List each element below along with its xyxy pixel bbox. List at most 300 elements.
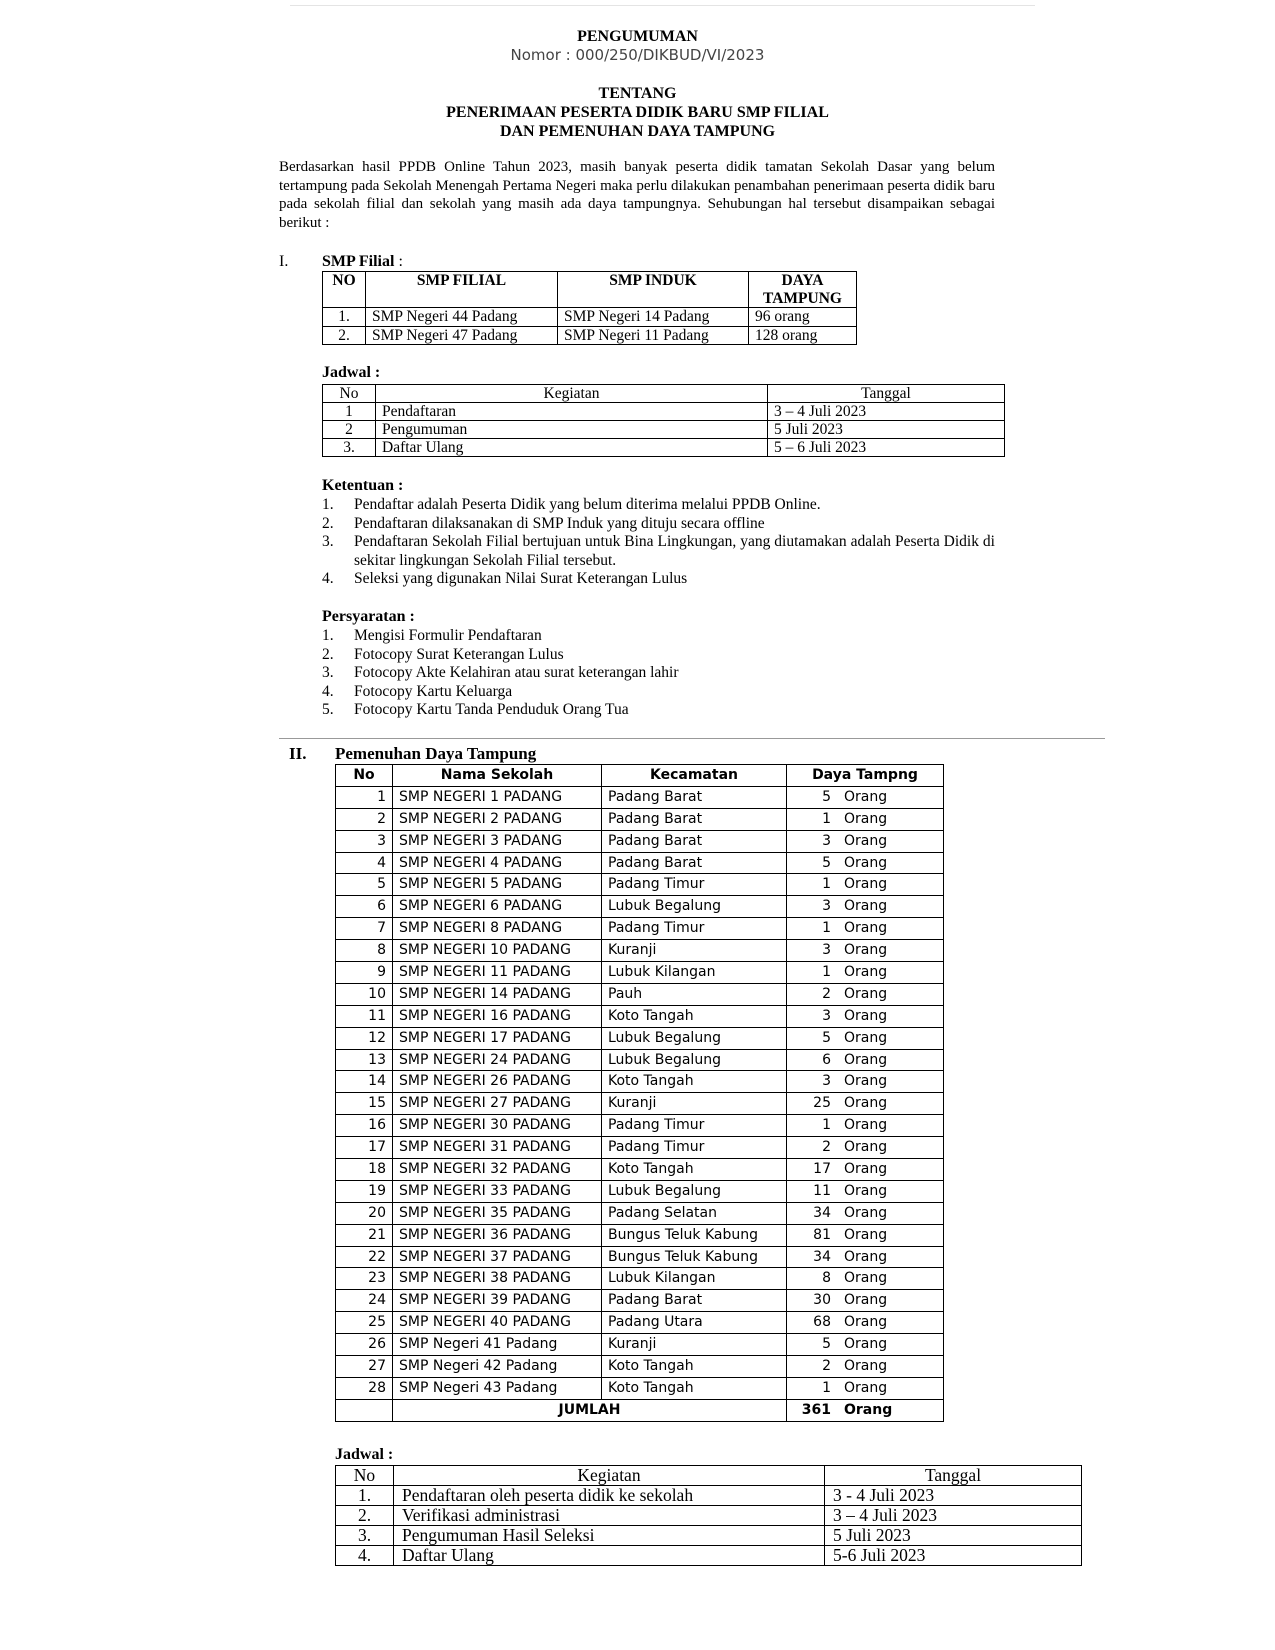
table-row — [336, 830, 944, 852]
capacity-unit: Orang — [844, 1226, 888, 1243]
capacity-unit: Orang — [844, 1139, 888, 1156]
district: Padang Utara — [602, 1312, 787, 1334]
school-name: SMP NEGERI 40 PADANG — [393, 1312, 602, 1334]
table-cell: Verifikasi administrasi — [394, 1506, 825, 1526]
table-cell: 3. — [323, 439, 376, 457]
table-row — [336, 1356, 944, 1378]
capacity-value: 30 — [813, 1292, 831, 1309]
table-row — [336, 808, 944, 830]
district: Koto Tangah — [602, 1377, 787, 1399]
school-name: SMP NEGERI 11 PADANG — [393, 962, 602, 984]
table-row — [336, 1334, 944, 1356]
list-item — [322, 701, 995, 720]
row-number: 12 — [336, 1027, 393, 1049]
item-text: Pendaftaran dilaksanakan di SMP Induk yang dituju secara offline — [354, 514, 765, 532]
total-value: 361 — [801, 1401, 831, 1418]
row-number: 13 — [336, 1049, 393, 1071]
table-total-row — [336, 1399, 944, 1421]
table-row — [336, 1137, 944, 1159]
capacity-unit: Orang — [844, 1007, 888, 1024]
col-header-line: DAYA — [781, 272, 824, 289]
school-name: SMP NEGERI 32 PADANG — [393, 1159, 602, 1181]
district: Padang Barat — [602, 830, 787, 852]
capacity-value: 34 — [813, 1204, 831, 1221]
table-cell: 96 orang — [749, 308, 857, 327]
table-row — [336, 1202, 944, 1224]
capacity-value: 1 — [822, 1117, 831, 1134]
district: Padang Timur — [602, 1137, 787, 1159]
capacity-value: 1 — [822, 1379, 831, 1396]
capacity-value: 2 — [822, 1139, 831, 1156]
table-row — [336, 1268, 944, 1290]
capacity-value: 1 — [822, 964, 831, 981]
school-name: SMP NEGERI 37 PADANG — [393, 1246, 602, 1268]
capacity-cell — [787, 940, 944, 962]
ketentuan-title: Ketentuan : — [322, 477, 404, 494]
capacity-unit: Orang — [844, 1358, 888, 1375]
capacity-unit: Orang — [844, 854, 888, 871]
table-cell — [336, 1399, 393, 1421]
item-text: Mengisi Formulir Pendaftaran — [354, 627, 542, 644]
table-cell: 2. — [323, 326, 366, 345]
district: Padang Barat — [602, 786, 787, 808]
row-number: 15 — [336, 1093, 393, 1115]
school-name: SMP NEGERI 16 PADANG — [393, 1005, 602, 1027]
table-cell: 3 – 4 Juli 2023 — [768, 403, 1005, 421]
school-name: SMP NEGERI 33 PADANG — [393, 1180, 602, 1202]
capacity-unit: Orang — [844, 1161, 888, 1178]
capacity-unit: Orang — [844, 1051, 888, 1068]
row-number: 10 — [336, 983, 393, 1005]
capacity-value: 81 — [813, 1226, 831, 1243]
col-header: SMP FILIAL — [366, 272, 558, 308]
table-row — [336, 786, 944, 808]
capacity-cell — [787, 1159, 944, 1181]
capacity-unit: Orang — [844, 1379, 888, 1396]
school-name: SMP NEGERI 17 PADANG — [393, 1027, 602, 1049]
table-row — [323, 403, 1005, 421]
district: Lubuk Begalung — [602, 1180, 787, 1202]
district: Kuranji — [602, 940, 787, 962]
school-name: SMP NEGERI 5 PADANG — [393, 874, 602, 896]
table-cell: Pendaftaran oleh peserta didik ke sekolah — [394, 1486, 825, 1506]
school-name: SMP NEGERI 6 PADANG — [393, 896, 602, 918]
col-header-line: TAMPUNG — [763, 289, 842, 307]
district: Kuranji — [602, 1093, 787, 1115]
table-row — [336, 1246, 944, 1268]
capacity-unit: Orang — [844, 788, 888, 805]
table-cell: SMP Negeri 11 Padang — [558, 326, 749, 345]
school-name: SMP NEGERI 39 PADANG — [393, 1290, 602, 1312]
capacity-unit: Orang — [844, 1248, 888, 1265]
item-number: 5. — [322, 701, 334, 719]
col-header: Kegiatan — [394, 1466, 825, 1486]
capacity-cell — [787, 1093, 944, 1115]
col-header: Daya Tampng — [787, 765, 944, 787]
item-text: Pendaftaran Sekolah Filial bertujuan untuk Bina Lingkungan, yang diutamakan adalah Peserta Didik di sekitar lingkungan Sekolah Filial tersebut. — [354, 533, 995, 569]
district: Koto Tangah — [602, 1159, 787, 1181]
jadwal-2-title: Jadwal : — [335, 1446, 394, 1463]
list-item — [322, 570, 995, 589]
capacity-value: 2 — [822, 1358, 831, 1375]
col-header: Nama Sekolah — [393, 765, 602, 787]
item-number: 4. — [322, 682, 334, 700]
capacity-value: 11 — [813, 1182, 831, 1199]
district: Padang Timur — [602, 918, 787, 940]
school-name: SMP NEGERI 2 PADANG — [393, 808, 602, 830]
capacity-cell — [787, 1005, 944, 1027]
capacity-cell — [787, 1334, 944, 1356]
col-header — [749, 272, 857, 308]
row-number: 16 — [336, 1115, 393, 1137]
capacity-value: 5 — [822, 1029, 831, 1046]
table-row — [336, 852, 944, 874]
capacity-value: 8 — [822, 1270, 831, 1287]
capacity-cell — [787, 1224, 944, 1246]
capacity-cell — [787, 962, 944, 984]
jadwal-2-table — [335, 1465, 1082, 1566]
row-number: 24 — [336, 1290, 393, 1312]
capacity-cell — [787, 896, 944, 918]
list-item — [322, 646, 995, 665]
col-header: No — [336, 765, 393, 787]
section-1-number: I. — [279, 253, 289, 270]
school-name: SMP NEGERI 4 PADANG — [393, 852, 602, 874]
capacity-value: 17 — [813, 1161, 831, 1178]
persyaratan-title: Persyaratan : — [322, 608, 415, 625]
item-number: 2. — [322, 645, 334, 663]
row-number: 7 — [336, 918, 393, 940]
row-number: 5 — [336, 874, 393, 896]
row-number: 11 — [336, 1005, 393, 1027]
table-header-row — [336, 1466, 1082, 1486]
capacity-unit: Orang — [844, 942, 888, 959]
item-number: 2. — [322, 514, 334, 532]
list-item — [322, 664, 995, 683]
capacity-unit: Orang — [844, 898, 888, 915]
table-cell: 1. — [323, 308, 366, 327]
district: Padang Timur — [602, 1115, 787, 1137]
school-name: SMP NEGERI 3 PADANG — [393, 830, 602, 852]
capacity-value: 6 — [822, 1051, 831, 1068]
capacity-cell — [787, 808, 944, 830]
table-header-row — [336, 765, 944, 787]
table-cell: SMP Negeri 14 Padang — [558, 308, 749, 327]
district: Koto Tangah — [602, 1071, 787, 1093]
capacity-value: 3 — [822, 832, 831, 849]
capacity-cell — [787, 1071, 944, 1093]
district: Lubuk Begalung — [602, 896, 787, 918]
table-row — [336, 1290, 944, 1312]
table-row — [336, 962, 944, 984]
jadwal-1-table — [322, 384, 1005, 457]
table-cell: 3 - 4 Juli 2023 — [825, 1486, 1082, 1506]
list-item — [322, 533, 995, 570]
jadwal-1-title: Jadwal : — [322, 364, 381, 381]
table-row — [336, 1115, 944, 1137]
list-item — [322, 496, 995, 515]
school-name: SMP NEGERI 8 PADANG — [393, 918, 602, 940]
capacity-cell — [787, 1202, 944, 1224]
capacity-table — [335, 764, 944, 1422]
table-row — [336, 1526, 1082, 1546]
table-row — [336, 1049, 944, 1071]
capacity-cell — [787, 852, 944, 874]
capacity-value: 3 — [822, 1073, 831, 1090]
item-text: Pendaftar adalah Peserta Didik yang belum diterima melalui PPDB Online. — [354, 496, 821, 513]
capacity-cell — [787, 1049, 944, 1071]
district: Koto Tangah — [602, 1356, 787, 1378]
row-number: 18 — [336, 1159, 393, 1181]
filial-table — [322, 271, 857, 345]
table-row — [323, 308, 857, 327]
capacity-cell — [787, 874, 944, 896]
district: Lubuk Kilangan — [602, 1268, 787, 1290]
capacity-unit: Orang — [844, 810, 888, 827]
table-cell: SMP Negeri 47 Padang — [366, 326, 558, 345]
total-unit: Orang — [844, 1401, 893, 1418]
capacity-unit: Orang — [844, 1292, 888, 1309]
persyaratan-list — [322, 627, 995, 720]
top-rule — [290, 5, 1035, 6]
section-divider — [279, 738, 1105, 739]
table-cell: SMP Negeri 44 Padang — [366, 308, 558, 327]
school-name: SMP Negeri 42 Padang — [393, 1356, 602, 1378]
col-header: No — [336, 1466, 394, 1486]
district: Padang Timur — [602, 874, 787, 896]
capacity-unit: Orang — [844, 985, 888, 1002]
capacity-value: 2 — [822, 985, 831, 1002]
table-cell: 3. — [336, 1526, 394, 1546]
school-name: SMP NEGERI 26 PADANG — [393, 1071, 602, 1093]
section-2-number: II. — [289, 744, 307, 763]
capacity-unit: Orang — [844, 1314, 888, 1331]
table-row — [336, 1093, 944, 1115]
table-row — [336, 1546, 1082, 1566]
row-number: 21 — [336, 1224, 393, 1246]
capacity-unit: Orang — [844, 1117, 888, 1134]
table-row — [336, 1005, 944, 1027]
table-row — [336, 1180, 944, 1202]
school-name: SMP NEGERI 35 PADANG — [393, 1202, 602, 1224]
capacity-cell — [787, 1377, 944, 1399]
capacity-cell — [787, 1180, 944, 1202]
col-header: No — [323, 385, 376, 403]
item-number: 1. — [322, 627, 334, 644]
table-cell: Daftar Ulang — [376, 439, 768, 457]
table-row — [336, 874, 944, 896]
col-header: Tanggal — [768, 385, 1005, 403]
school-name: SMP Negeri 41 Padang — [393, 1334, 602, 1356]
capacity-cell — [787, 918, 944, 940]
capacity-unit: Orang — [844, 1270, 888, 1287]
capacity-value: 5 — [822, 854, 831, 871]
item-text: Fotocopy Surat Keterangan Lulus — [354, 645, 564, 663]
school-name: SMP NEGERI 10 PADANG — [393, 940, 602, 962]
table-row — [336, 1027, 944, 1049]
table-cell: 3 – 4 Juli 2023 — [825, 1506, 1082, 1526]
capacity-value: 34 — [813, 1248, 831, 1265]
section-1-title: SMP Filial — [322, 253, 395, 270]
district: Lubuk Begalung — [602, 1049, 787, 1071]
row-number: 22 — [336, 1246, 393, 1268]
subject-label: TENTANG — [598, 85, 677, 102]
row-number: 2 — [336, 808, 393, 830]
capacity-cell — [787, 1312, 944, 1334]
capacity-unit: Orang — [844, 1095, 888, 1112]
school-name: SMP NEGERI 31 PADANG — [393, 1137, 602, 1159]
capacity-cell — [787, 1027, 944, 1049]
table-header-row — [323, 272, 857, 308]
table-cell: Pengumuman Hasil Seleksi — [394, 1526, 825, 1546]
list-item — [322, 627, 995, 646]
section-1-colon: : — [394, 253, 403, 270]
row-number: 20 — [336, 1202, 393, 1224]
row-number: 17 — [336, 1137, 393, 1159]
school-name: SMP NEGERI 1 PADANG — [393, 786, 602, 808]
district: Padang Barat — [602, 852, 787, 874]
capacity-value: 68 — [813, 1314, 831, 1331]
capacity-unit: Orang — [844, 920, 888, 937]
district: Padang Selatan — [602, 1202, 787, 1224]
table-row — [336, 1159, 944, 1181]
table-row — [323, 421, 1005, 439]
district: Pauh — [602, 983, 787, 1005]
table-cell: Pengumuman — [376, 421, 768, 439]
table-cell: Pendaftaran — [376, 403, 768, 421]
school-name: SMP NEGERI 36 PADANG — [393, 1224, 602, 1246]
table-row — [336, 1071, 944, 1093]
table-row — [336, 1377, 944, 1399]
table-cell: Daftar Ulang — [394, 1546, 825, 1566]
item-text: Fotocopy Kartu Keluarga — [354, 682, 513, 700]
col-header: Tanggal — [825, 1466, 1082, 1486]
capacity-cell — [787, 1290, 944, 1312]
table-row — [336, 1224, 944, 1246]
item-number: 3. — [322, 664, 334, 682]
row-number: 19 — [336, 1180, 393, 1202]
district: Bungus Teluk Kabung — [602, 1224, 787, 1246]
district: Bungus Teluk Kabung — [602, 1246, 787, 1268]
table-row — [336, 918, 944, 940]
capacity-value: 1 — [822, 810, 831, 827]
district: Padang Barat — [602, 1290, 787, 1312]
table-cell: 5-6 Juli 2023 — [825, 1546, 1082, 1566]
table-row — [323, 326, 857, 345]
table-cell: 5 – 6 Juli 2023 — [768, 439, 1005, 457]
table-cell: 2. — [336, 1506, 394, 1526]
item-text: Seleksi yang digunakan Nilai Surat Keterangan Lulus — [354, 570, 688, 588]
capacity-cell — [787, 830, 944, 852]
table-cell: 5 Juli 2023 — [825, 1526, 1082, 1546]
row-number: 8 — [336, 940, 393, 962]
capacity-unit: Orang — [844, 1029, 888, 1046]
ketentuan-list — [322, 496, 995, 589]
col-header: SMP INDUK — [558, 272, 749, 308]
capacity-unit: Orang — [844, 832, 888, 849]
col-header: Kecamatan — [602, 765, 787, 787]
table-row — [336, 896, 944, 918]
capacity-unit: Orang — [844, 1204, 888, 1221]
doc-subject — [0, 84, 1275, 141]
list-item — [322, 683, 995, 702]
capacity-cell — [787, 1356, 944, 1378]
item-number: 1. — [322, 496, 334, 513]
capacity-unit: Orang — [844, 964, 888, 981]
row-number: 6 — [336, 896, 393, 918]
capacity-cell — [787, 1246, 944, 1268]
row-number: 14 — [336, 1071, 393, 1093]
row-number: 26 — [336, 1334, 393, 1356]
subject-line-2: DAN PEMENUHAN DAYA TAMPUNG — [499, 123, 776, 140]
col-header: NO — [323, 272, 366, 308]
district: Lubuk Begalung — [602, 1027, 787, 1049]
table-header-row — [323, 385, 1005, 403]
capacity-unit: Orang — [844, 1336, 888, 1353]
table-row — [336, 1506, 1082, 1526]
table-cell: 4. — [336, 1546, 394, 1566]
school-name: SMP NEGERI 24 PADANG — [393, 1049, 602, 1071]
total-label: JUMLAH — [393, 1399, 787, 1421]
capacity-value: 1 — [822, 876, 831, 893]
capacity-unit: Orang — [844, 876, 888, 893]
capacity-value: 3 — [822, 1007, 831, 1024]
capacity-value: 25 — [813, 1095, 831, 1112]
table-row — [323, 439, 1005, 457]
table-cell: 2 — [323, 421, 376, 439]
row-number: 9 — [336, 962, 393, 984]
total-cell — [787, 1399, 944, 1421]
table-cell: 1. — [336, 1486, 394, 1506]
capacity-table-body — [336, 786, 944, 1399]
capacity-cell — [787, 1268, 944, 1290]
row-number: 27 — [336, 1356, 393, 1378]
capacity-cell — [787, 1115, 944, 1137]
col-header: Kegiatan — [376, 385, 768, 403]
district: Padang Barat — [602, 808, 787, 830]
school-name: SMP NEGERI 38 PADANG — [393, 1268, 602, 1290]
item-number: 3. — [322, 533, 334, 551]
school-name: SMP Negeri 43 Padang — [393, 1377, 602, 1399]
capacity-value: 3 — [822, 942, 831, 959]
table-row — [336, 940, 944, 962]
capacity-cell — [787, 1137, 944, 1159]
capacity-unit: Orang — [844, 1073, 888, 1090]
item-text: Fotocopy Akte Kelahiran atau surat keterangan lahir — [354, 664, 679, 682]
capacity-value: 1 — [822, 920, 831, 937]
capacity-cell — [787, 983, 944, 1005]
table-row — [336, 983, 944, 1005]
row-number: 4 — [336, 852, 393, 874]
capacity-value: 5 — [822, 1336, 831, 1353]
district: Lubuk Kilangan — [602, 962, 787, 984]
list-item — [322, 515, 995, 534]
school-name: SMP NEGERI 14 PADANG — [393, 983, 602, 1005]
capacity-cell — [787, 786, 944, 808]
section-2-title: Pemenuhan Daya Tampung — [335, 744, 537, 763]
item-number: 4. — [322, 570, 334, 588]
row-number: 3 — [336, 830, 393, 852]
school-name: SMP NEGERI 30 PADANG — [393, 1115, 602, 1137]
table-cell: 128 orang — [749, 326, 857, 345]
doc-title: PENGUMUMAN — [577, 28, 698, 45]
intro-paragraph: Berdasarkan hasil PPDB Online Tahun 2023, masih banyak peserta didik tamatan Sekolah Dasar yang belum tertampung pada Sekolah Menengah Pertama Negeri maka perlu dilakukan penambahan penerimaan peserta didik baru pada sekolah filial dan sekolah yang masih ada daya tampungnya. Sehubungan hal tersebut disampaikan sebagai berikut : — [279, 159, 995, 231]
row-number: 25 — [336, 1312, 393, 1334]
subject-line-1: PENERIMAAN PESERTA DIDIK BARU SMP FILIAL — [446, 104, 829, 121]
table-row — [336, 1312, 944, 1334]
district: Koto Tangah — [602, 1005, 787, 1027]
row-number: 28 — [336, 1377, 393, 1399]
